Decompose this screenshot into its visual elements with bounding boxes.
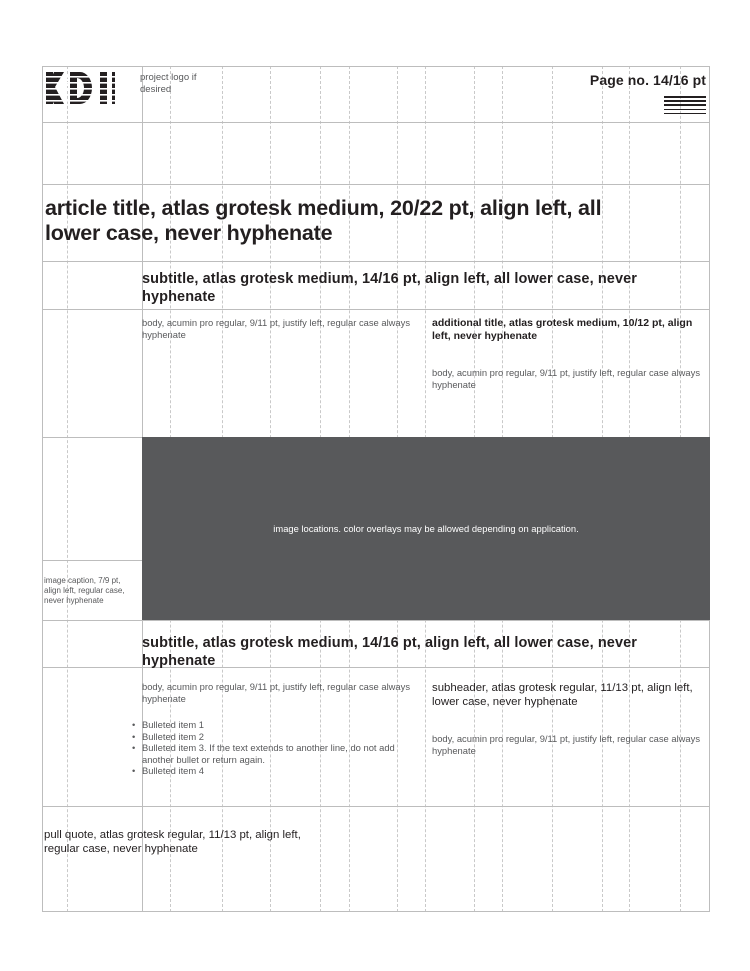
- subheader: subheader, atlas grotesk regular, 11/13 pt, align left, lower case, never hyphenate: [432, 682, 693, 708]
- list-item: • Bulleted item 2: [130, 731, 426, 743]
- hamburger-menu-icon: [664, 96, 706, 117]
- page-number-label: Page no. 14/16 pt: [589, 72, 706, 88]
- list-item: • Bulleted item 4: [130, 765, 426, 777]
- list-item: • Bulleted item 1: [130, 719, 426, 731]
- image-caption: image caption, 7/9 pt, align left, regular case, never hyphenate: [44, 576, 125, 605]
- article-title: article title, atlas grotesk medium, 20/22 pt, align left, all lower case, never hyphenate: [45, 196, 602, 245]
- article-subtitle-1: subtitle, atlas grotesk medium, 14/16 pt, align left, all lower case, never hyphenate: [142, 271, 638, 305]
- body-copy-3: body, acumin pro regular, 9/11 pt, justify left, regular case always hyphenate: [142, 681, 411, 704]
- list-item: • Bulleted item 3. If the text extends to another line, do not add another bullet or return again.: [130, 742, 426, 765]
- additional-title: additional title, atlas grotesk medium, 10/12 pt, align left, never hyphenate: [432, 317, 693, 342]
- bulleted-list: [130, 719, 426, 777]
- article-subtitle-2: subtitle, atlas grotesk medium, 14/16 pt, align left, all lower case, never hyphenate: [142, 635, 638, 669]
- image-placeholder: [142, 437, 710, 620]
- body-copy-4: body, acumin pro regular, 9/11 pt, justify left, regular case always hyphenate: [432, 733, 701, 756]
- pull-quote: pull quote, atlas grotesk regular, 11/13 pt, align left, regular case, never hyphenate: [44, 829, 301, 855]
- kdi-logo: [46, 70, 130, 106]
- project-logo-note: project logo if desired: [140, 72, 197, 95]
- body-copy-2: body, acumin pro regular, 9/11 pt, justify left, regular case always hyphenate: [432, 367, 701, 390]
- image-placeholder-label: image locations. color overlays may be allowed depending on application.: [273, 523, 579, 534]
- body-copy-1: body, acumin pro regular, 9/11 pt, justify left, regular case always hyphenate: [142, 317, 411, 340]
